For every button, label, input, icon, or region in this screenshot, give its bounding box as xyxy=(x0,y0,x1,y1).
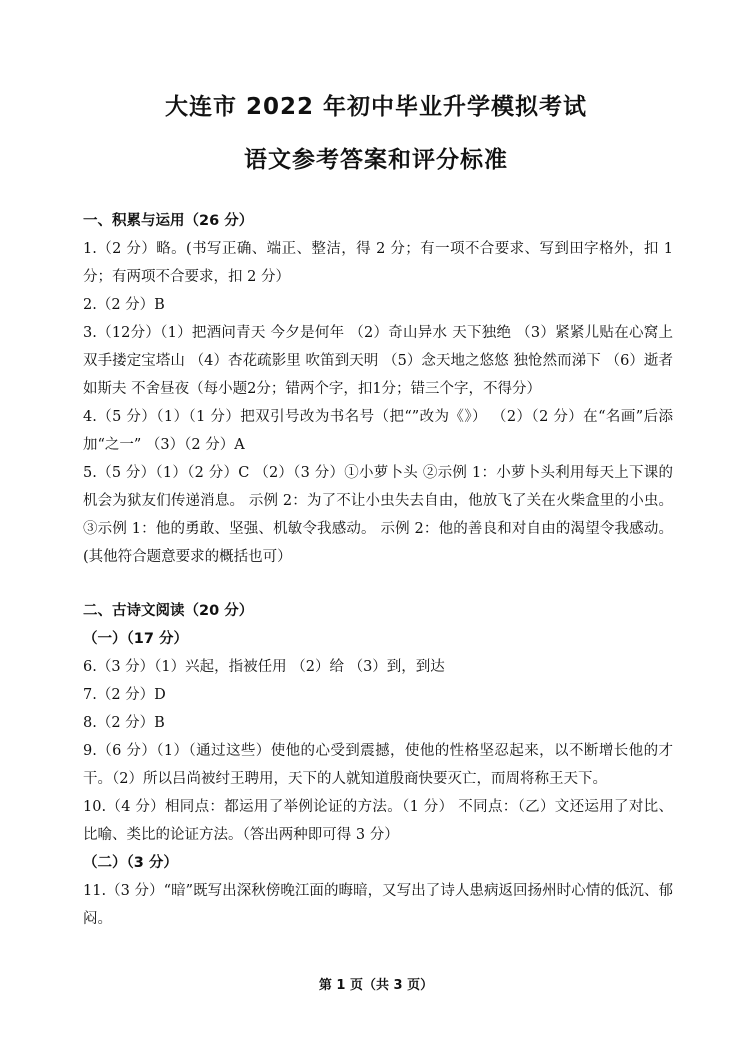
exam-title: 大连市 2022 年初中毕业升学模拟考试 xyxy=(164,94,588,120)
answer-q10: 10.（4 分）相同点：都运用了举例论证的方法。（1 分） 不同点：（乙）文还运用了对比、比喻、类比的论证方法。（答出两种即可得 3 分） xyxy=(83,799,673,843)
answer-q4: 4.（5 分）（1）（1 分）把双引号改为书名号（把“”改为《》） （2）（2 分）在“名画”后添加“之一” （3）（2 分）A xyxy=(83,409,673,453)
answer-q7: 7.（2 分）D xyxy=(83,687,166,703)
subsection-heading-1: （一）（17 分） xyxy=(83,631,188,647)
answer-q9: 9.（6 分）（1）（通过这些）使他的心受到震撼，使他的性格坚忍起来，以不断增长他的才干。（2）所以吕尚被纣王聘用，天下的人就知道殷商快要灭亡，而周将称王天下。 xyxy=(83,743,673,787)
answer-q2: 2.（2 分）B xyxy=(83,297,165,313)
answer-content xyxy=(83,207,673,933)
page-number: 第 1 页（共 3 页） xyxy=(318,978,434,993)
answer-q3: 3.（12分）（1）把酒问青天 今夕是何年 （2）奇山异水 天下独绝 （3）紧紧儿贴在心窝上 双手搂定宝塔山 （4）杏花疏影里 吹笛到天明 （5）念天地之悠悠 独怆然而涕下 （6）逝者如斯夫 不舍昼夜（每小题2分；错两个字，扣1分；错三个字，不得分） xyxy=(83,325,673,397)
answer-q1: 1.（2 分）略。(书写正确、端正、整洁，得 2 分；有一项不合要求、写到田字格外，扣 1 分；有两项不合要求，扣 2 分） xyxy=(83,241,673,285)
section-heading-2: 二、古诗文阅读（20 分） xyxy=(83,603,254,619)
answer-q11: 11.（3 分）“暗”既写出深秋傍晚江面的晦暗，又写出了诗人患病返回扬州时心情的低沉、郁闷。 xyxy=(83,883,673,927)
answer-q8: 8.（2 分）B xyxy=(83,715,165,731)
answer-q6: 6.（3 分）（1）兴起，指被任用 （2）给 （3）到，到达 xyxy=(83,659,445,675)
subsection-heading-2: （二）（3 分） xyxy=(83,855,178,871)
section-gap xyxy=(83,571,673,597)
document-subtitle: 语文参考答案和评分标准 xyxy=(244,147,508,173)
section-heading-1: 一、积累与运用（26 分） xyxy=(83,213,254,229)
answer-q5: 5.（5 分）（1）（2 分）C （2）（3 分）①小萝卜头 ②示例 1：小萝卜头利用每天上下课的机会为狱友们传递消息。 示例 2：为了不让小虫失去自由，他放飞了关在火柴盒里的小虫。 ③示例 1：他的勇敢、坚强、机敏令我感动。 示例 2：他的善良和对自由的渴望令我感动。(其他符合题意要求的概括也可） xyxy=(83,465,673,565)
